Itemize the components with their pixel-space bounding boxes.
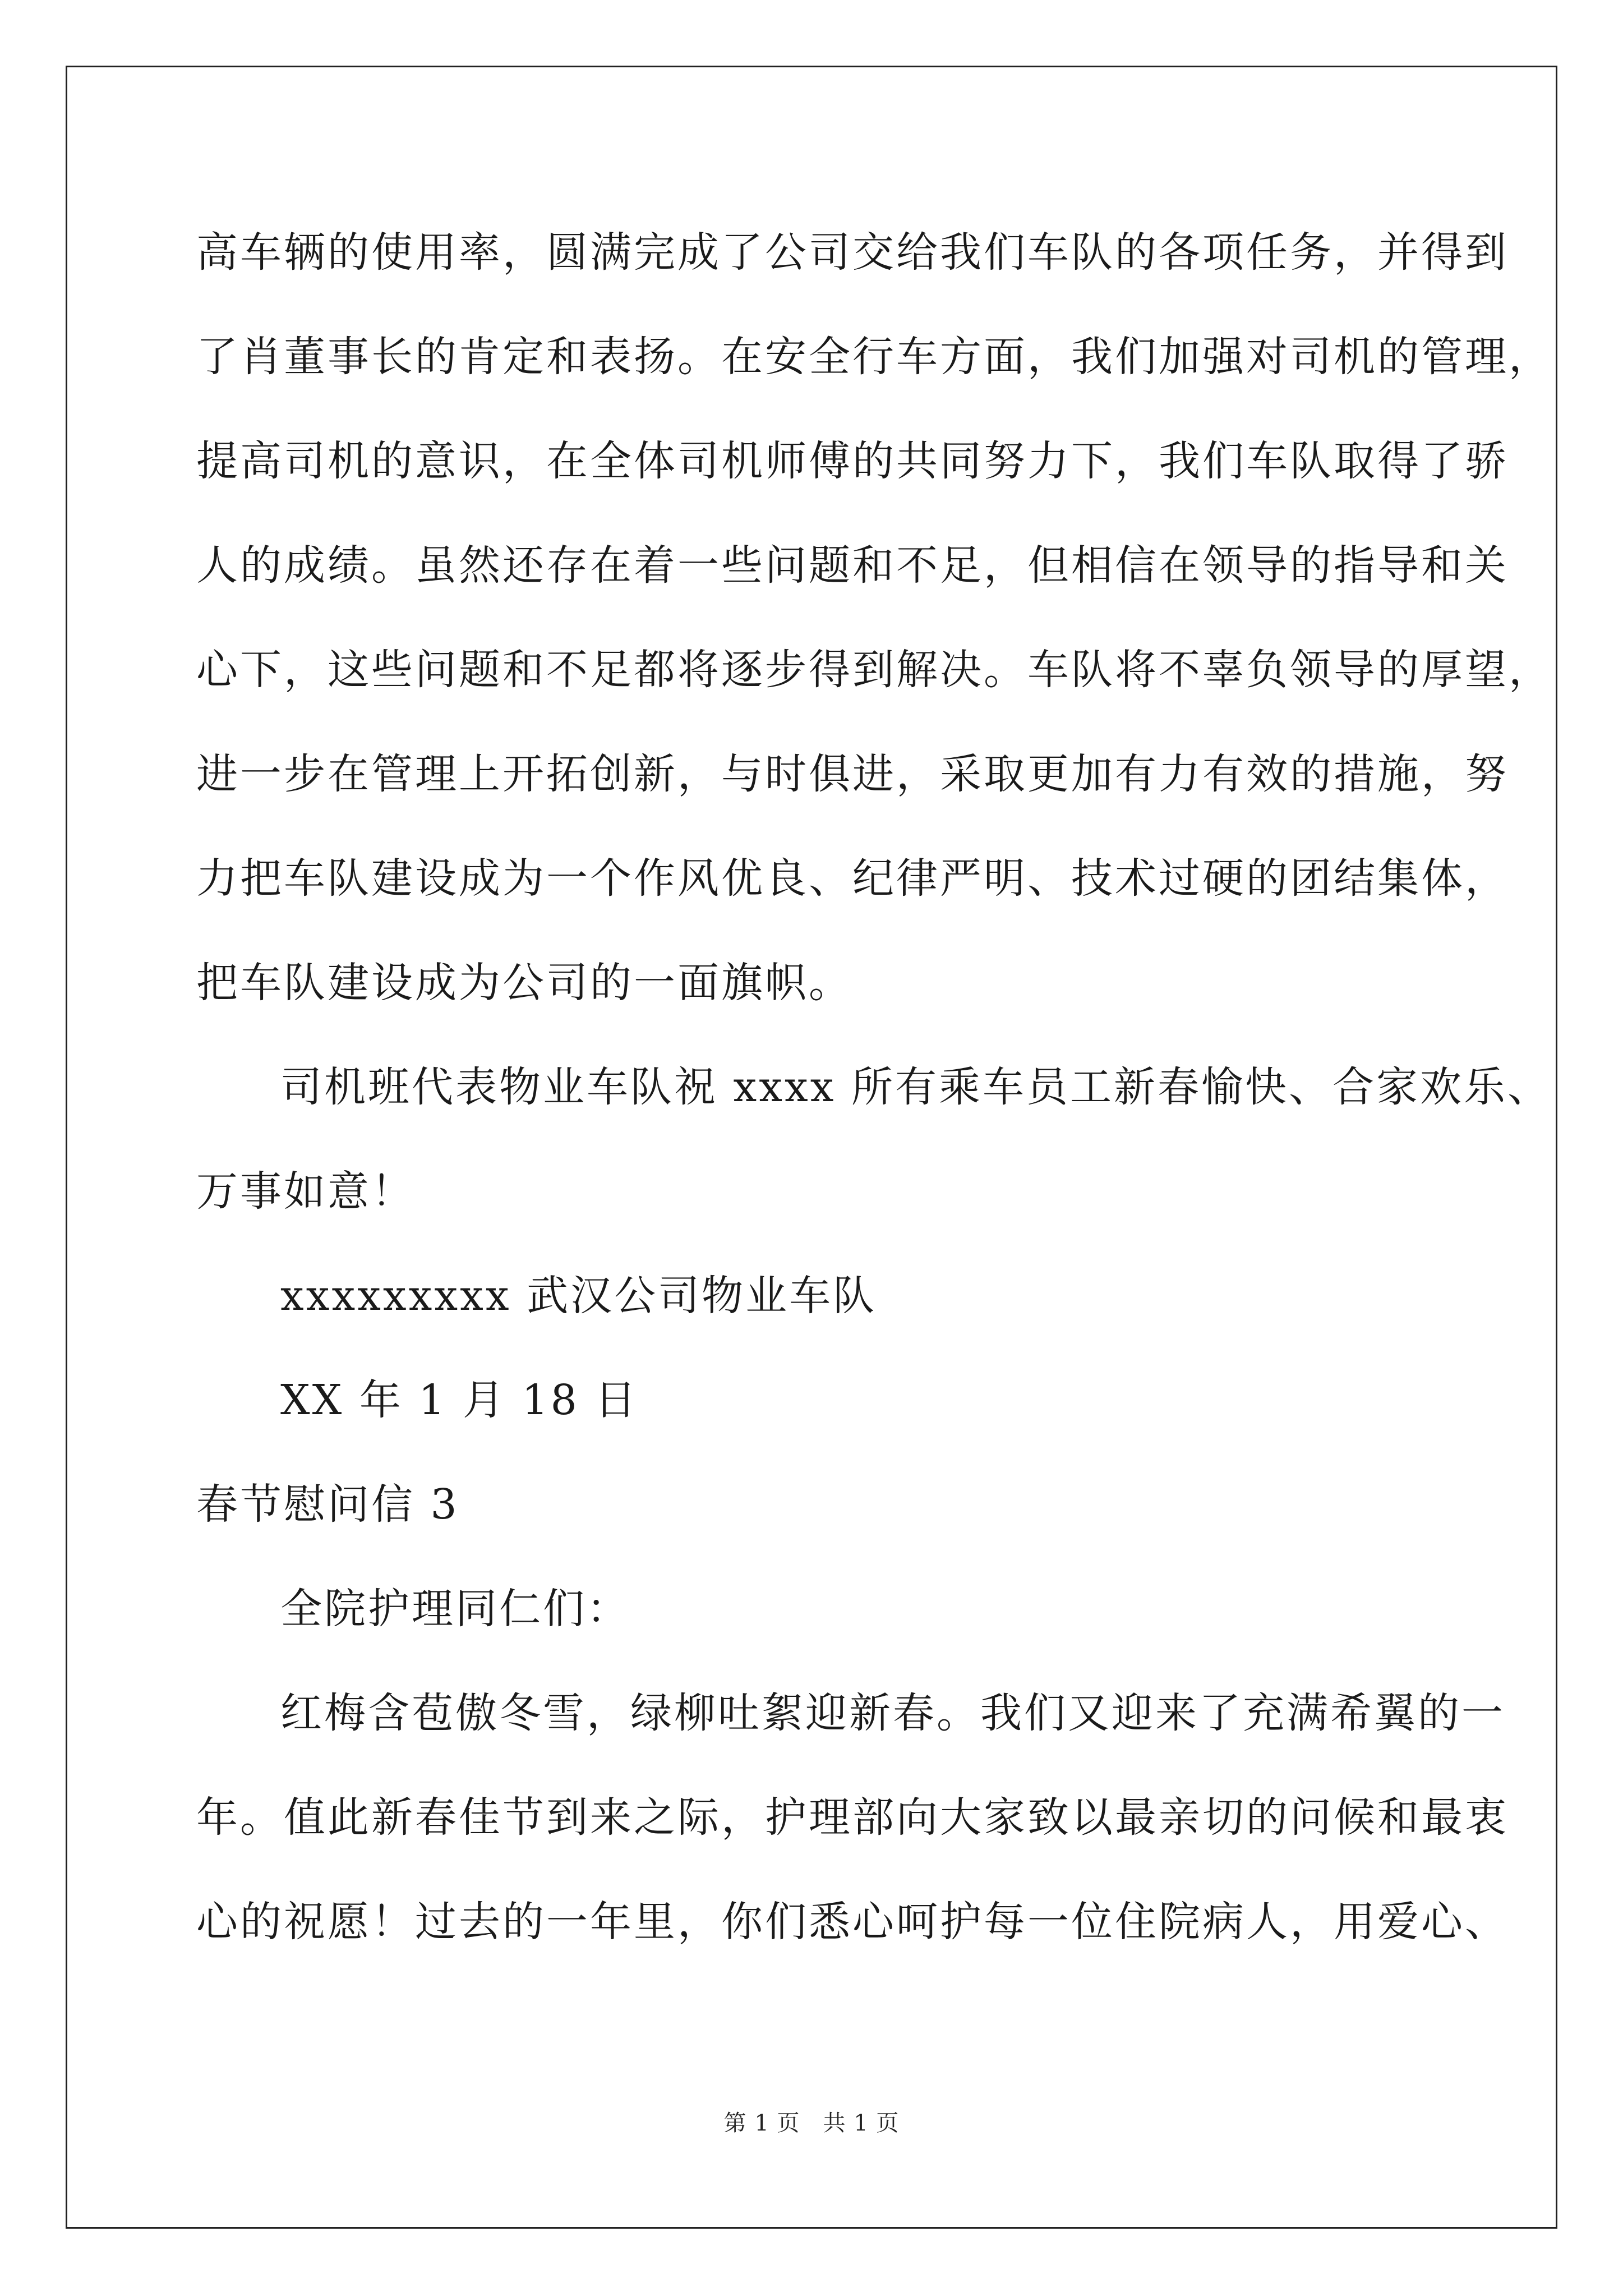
section-heading: 春节慰问信 3 <box>196 1480 459 1529</box>
text-line-6: 进一步在管理上开拓创新，与时俱进，采取更加有力有效的措施，努 <box>196 750 1509 798</box>
text-line-16: 年。值此新春佳节到来之际，护理部向大家致以最亲切的问候和最衷 <box>196 1793 1509 1842</box>
text-line-1: 高车辆的使用率，圆满完成了公司交给我们车队的各项任务，并得到 <box>196 228 1509 277</box>
text-line-10: 万事如意！ <box>196 1167 415 1216</box>
text-line-17: 心的祝愿！过去的一年里，你们悉心呵护每一位住院病人，用爱心、 <box>196 1898 1509 1946</box>
page-footer: 第 1 页 共 1 页 <box>723 2110 900 2136</box>
salutation-line: 全院护理同仁们： <box>280 1585 630 1633</box>
text-line-5: 心下，这些问题和不足都将逐步得到解决。车队将不辜负领导的厚望， <box>196 646 1552 694</box>
text-line-7: 力把车队建设成为一个作风优良、纪律严明、技术过硬的团结集体， <box>196 854 1509 903</box>
signature-line: xxxxxxxxx 武汉公司物业车队 <box>280 1272 877 1320</box>
text-line-8: 把车队建设成为公司的一面旗帜。 <box>196 959 852 1007</box>
text-line-9: 司机班代表物业车队祝 xxxx 所有乘车员工新春愉快、合家欢乐、 <box>280 1063 1551 1111</box>
text-line-15: 红梅含苞傲冬雪，绿柳吐絮迎新春。我们又迎来了充满希翼的一 <box>280 1689 1505 1737</box>
date-line: XX 年 1 月 18 日 <box>280 1376 639 1424</box>
text-line-3: 提高司机的意识，在全体司机师傅的共同努力下，我们车队取得了骄 <box>196 437 1509 485</box>
text-line-2: 了肖董事长的肯定和表扬。在安全行车方面，我们加强对司机的管理， <box>196 333 1552 381</box>
document-body <box>196 208 1552 1981</box>
text-line-4: 人的成绩。虽然还存在着一些问题和不足，但相信在领导的指导和关 <box>196 541 1509 590</box>
